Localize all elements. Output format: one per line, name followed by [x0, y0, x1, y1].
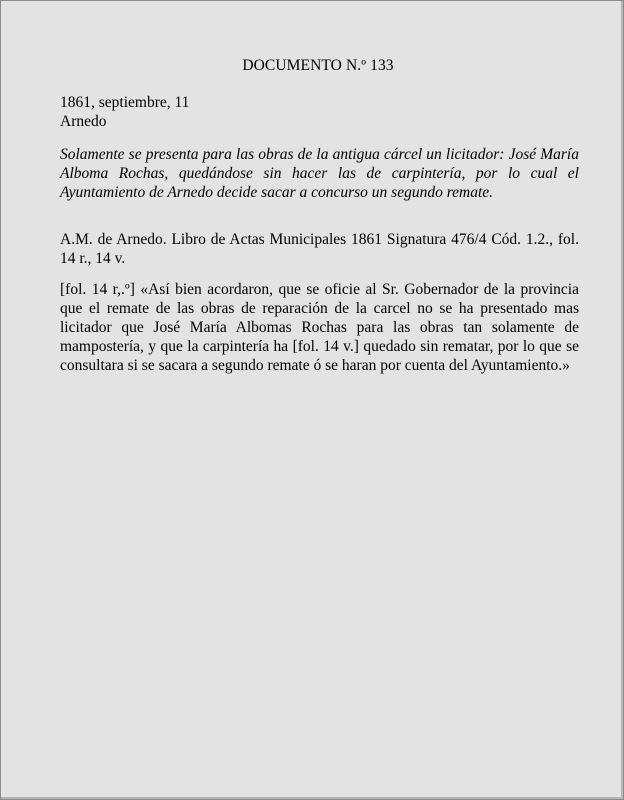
- archival-source: A.M. de Arnedo. Libro de Actas Municipales 1861 Signatura 476/4 Cód. 1.2., fol. 14 r., 14 v.: [60, 231, 579, 267]
- document-header: [60, 93, 579, 131]
- document-title: DOCUMENTO N.º 133: [242, 57, 394, 74]
- document-summary: Solamente se presenta para las obras de la antigua cárcel un licitador: José María Alboma Rochas, quedándose sin hacer las de carpintería, por lo cual el Ayuntamiento de Arnedo decide sacar a concurso un segundo remate.: [60, 146, 579, 201]
- document-place: Arnedo: [60, 113, 107, 130]
- document-date: 1861, septiembre, 11: [60, 94, 190, 111]
- document-transcription: [fol. 14 r,.º] «Así bien acordaron, que se oficie al Sr. Gobernador de la provincia que el remate de las obras de reparación de la carcel no se ha presentado mas licitador que José María Albomas Rochas para las obras tan solamente de mampostería, y que la carpintería ha [fol. 14 v.] quedado sin rematar, por lo que se consultara si se sacara a segundo remate ó se haran por cuenta del Ayuntamiento.»: [60, 281, 579, 374]
